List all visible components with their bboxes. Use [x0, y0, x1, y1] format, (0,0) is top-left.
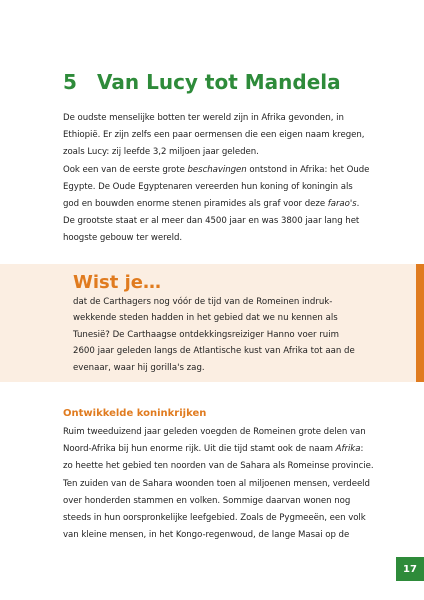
text-segment: zo heette het gebied ten noorden van de Sahara als Romeinse provincie. — [63, 461, 374, 472]
text-segment: Ethiopië. Er zijn zelfs een paar oermensen die een eigen naam kregen, — [63, 130, 365, 141]
did-you-know-title: Wist je… — [73, 272, 161, 293]
emphasis-term: beschavingen — [187, 164, 247, 175]
callout-accent-bar — [416, 264, 424, 382]
text-segment: Egypte. De Oude Egyptenaren vereerden hun koning of koningin als — [63, 181, 353, 192]
text-segment: Ook een van de eerste grote — [63, 164, 188, 175]
section-paragraph — [63, 424, 399, 544]
section-heading: Ontwikkelde koninkrijken — [63, 408, 207, 419]
emphasis-term: Afrika — [335, 444, 361, 455]
text-segment: steeds in hun oorspronkelijke leefgebied. Zoals de Pygmeeën, een volk — [63, 513, 366, 524]
text-segment: ontstond in Afrika: het Oude — [246, 164, 370, 175]
intro-line — [63, 213, 399, 230]
text-segment: god en bouwden enorme stenen piramides als graf voor deze — [63, 199, 328, 210]
text-segment: van kleine mensen, in het Kongo-regenwoud, de lange Masai op de — [63, 530, 350, 541]
chapter-title-text: Van Lucy tot Mandela — [97, 70, 341, 94]
intro-paragraphs — [63, 110, 399, 248]
text-segment: Ruim tweeduizend jaar geleden voegden de Romeinen grote delen van — [63, 427, 366, 437]
text-segment: : — [360, 444, 364, 455]
callout-line: evenaar, waar hij gorilla's zag. — [73, 362, 205, 373]
text-segment: zoals Lucy: zij leefde 3,2 miljoen jaar geleden. — [63, 147, 259, 158]
text-segment: De grootste staat er al meer dan 4500 jaar en was 3800 jaar lang het — [63, 216, 360, 227]
text-segment: hoogste gebouw ter wereld. — [63, 233, 183, 244]
section-line — [63, 527, 399, 544]
section-line — [63, 424, 399, 441]
chapter-title — [63, 70, 341, 94]
intro-line — [63, 144, 399, 161]
section-line — [63, 476, 399, 493]
callout-line: wekkende steden hadden in het gebied dat we nu kennen als — [73, 313, 338, 324]
emphasis-term: farao's — [327, 199, 357, 210]
intro-line — [63, 110, 399, 127]
page-number: 17 — [396, 557, 424, 581]
section-line — [63, 441, 399, 458]
text-segment: Ten zuiden van de Sahara woonden toen al miljoenen mensen, verdeeld — [63, 478, 370, 489]
callout-line: 2600 jaar geleden langs de Atlantische kust van Afrika tot aan de — [73, 346, 355, 357]
intro-line — [63, 162, 399, 179]
intro-line — [63, 127, 399, 144]
text-segment: over honderden stammen en volken. Sommige daarvan wonen nog — [63, 495, 351, 506]
callout-line: dat de Carthagers nog vóór de tijd van de Romeinen indruk- — [73, 297, 333, 307]
intro-line — [63, 196, 399, 213]
section-line — [63, 493, 399, 510]
intro-line — [63, 179, 399, 196]
text-segment: Noord-Afrika bij hun enorme rijk. Uit die tijd stamt ook de naam — [63, 444, 336, 455]
intro-line — [63, 230, 399, 247]
section-line — [63, 458, 399, 475]
text-segment: De oudste menselijke botten ter wereld zijn in Afrika gevonden, in — [63, 113, 344, 123]
section-line — [63, 510, 399, 527]
did-you-know-text — [73, 294, 403, 376]
text-segment: . — [356, 199, 360, 210]
callout-line: Tunesië? De Carthaagse ontdekkingsreiziger Hanno voer ruim — [73, 329, 340, 340]
chapter-number: 5 — [63, 70, 77, 94]
